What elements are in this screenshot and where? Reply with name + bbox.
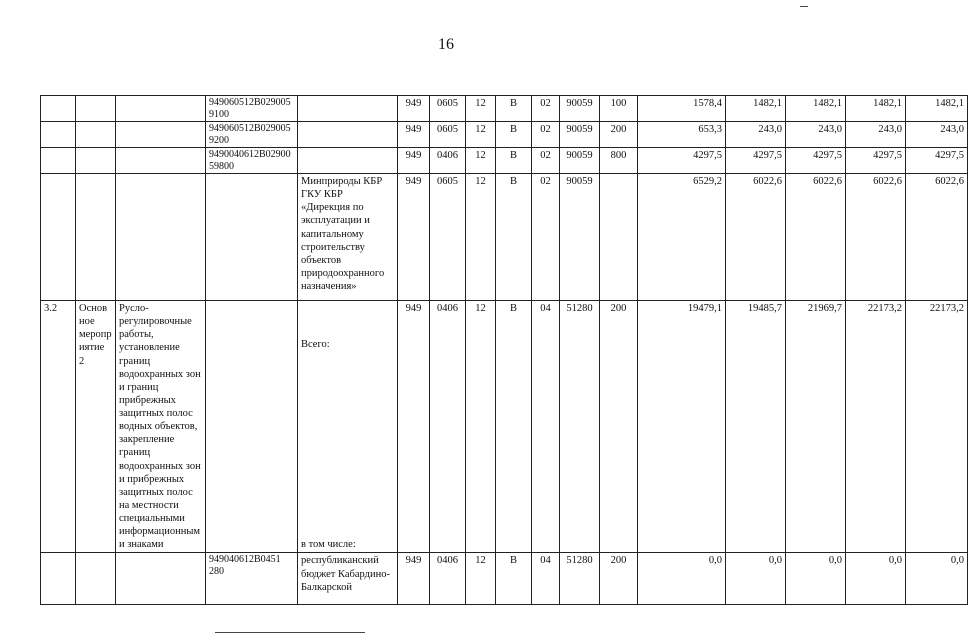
- row-type: [76, 96, 116, 122]
- cell-om: 02: [532, 122, 560, 148]
- table-row: [41, 174, 968, 301]
- value-5: 4297,5: [906, 148, 968, 174]
- cell-vr: 200: [600, 553, 638, 605]
- row-number: [41, 122, 76, 148]
- value-2: 1482,1: [726, 96, 786, 122]
- row-type: [76, 553, 116, 605]
- value-1: 6529,2: [638, 174, 726, 301]
- cell-direction: 90059: [560, 122, 600, 148]
- value-4: 243,0: [846, 122, 906, 148]
- value-2: 6022,6: [726, 174, 786, 301]
- row-number: [41, 96, 76, 122]
- cell-pgp: В: [496, 174, 532, 301]
- value-3: 0,0: [786, 553, 846, 605]
- value-2: 4297,5: [726, 148, 786, 174]
- value-3: 4297,5: [786, 148, 846, 174]
- cell-om: 02: [532, 174, 560, 301]
- cell-direction: 90059: [560, 148, 600, 174]
- funding-source: республиканский бюджет Кабардино-Балкарской: [298, 553, 398, 605]
- page-number: 16: [438, 36, 454, 53]
- cell-rzpr: 0406: [430, 301, 466, 553]
- budget-code: [206, 174, 298, 301]
- row-type: [76, 174, 116, 301]
- budget-code: 949040612В0451 280: [206, 553, 298, 605]
- cell-pgp: В: [496, 122, 532, 148]
- scan-artifact: [215, 632, 365, 633]
- row-number: [41, 553, 76, 605]
- value-1: 0,0: [638, 553, 726, 605]
- table-row: [41, 148, 968, 174]
- cell-om: 04: [532, 553, 560, 605]
- cell-pgp: В: [496, 96, 532, 122]
- cell-rzpr: 0605: [430, 96, 466, 122]
- cell-pgp: В: [496, 553, 532, 605]
- cell-vr: 200: [600, 301, 638, 553]
- row-type: Основное мероприятие 2: [76, 301, 116, 553]
- row-number: 3.2: [41, 301, 76, 553]
- budget-code: 949060512В029005 9200: [206, 122, 298, 148]
- cell-direction: 90059: [560, 174, 600, 301]
- cell-gp: 12: [466, 174, 496, 301]
- value-2: 19485,7: [726, 301, 786, 553]
- funding-source: [298, 122, 398, 148]
- funding-source: Минприроды КБР ГКУ КБР «Дирекция по эксплуатации и капитальному строительству объектов природоохранного назначения»: [298, 174, 398, 301]
- value-1: 653,3: [638, 122, 726, 148]
- value-4: 22173,2: [846, 301, 906, 553]
- value-3: 21969,7: [786, 301, 846, 553]
- cell-gp: 12: [466, 96, 496, 122]
- value-1: 1578,4: [638, 96, 726, 122]
- cell-vr: 200: [600, 122, 638, 148]
- cell-rzpr: 0605: [430, 122, 466, 148]
- row-name: [116, 96, 206, 122]
- row-name: [116, 174, 206, 301]
- table-row: [41, 122, 968, 148]
- table-row: [41, 96, 968, 122]
- row-type: [76, 122, 116, 148]
- cell-vr: 100: [600, 96, 638, 122]
- cell-grbs: 949: [398, 148, 430, 174]
- value-4: 0,0: [846, 553, 906, 605]
- funding-breakdown-label: в том числе:: [301, 539, 356, 551]
- row-name: [116, 148, 206, 174]
- budget-code: [206, 301, 298, 553]
- value-4: 1482,1: [846, 96, 906, 122]
- value-4: 6022,6: [846, 174, 906, 301]
- row-number: [41, 174, 76, 301]
- table-row: [41, 301, 968, 553]
- cell-direction: 51280: [560, 553, 600, 605]
- funding-source: [298, 148, 398, 174]
- cell-rzpr: 0605: [430, 174, 466, 301]
- value-1: 19479,1: [638, 301, 726, 553]
- cell-grbs: 949: [398, 301, 430, 553]
- value-1: 4297,5: [638, 148, 726, 174]
- cell-grbs: 949: [398, 553, 430, 605]
- value-5: 1482,1: [906, 96, 968, 122]
- value-2: 243,0: [726, 122, 786, 148]
- value-3: 6022,6: [786, 174, 846, 301]
- row-name: [116, 122, 206, 148]
- budget-code: 949060512В029005 9100: [206, 96, 298, 122]
- cell-om: 02: [532, 148, 560, 174]
- cell-om: 04: [532, 301, 560, 553]
- cell-grbs: 949: [398, 174, 430, 301]
- cell-gp: 12: [466, 122, 496, 148]
- cell-pgp: В: [496, 301, 532, 553]
- value-5: 243,0: [906, 122, 968, 148]
- funding-source: [298, 301, 398, 553]
- cell-grbs: 949: [398, 96, 430, 122]
- cell-vr: 800: [600, 148, 638, 174]
- cell-gp: 12: [466, 301, 496, 553]
- cell-direction: 51280: [560, 301, 600, 553]
- cell-rzpr: 0406: [430, 148, 466, 174]
- budget-table: [40, 95, 968, 605]
- funding-total-label: Всего:: [301, 339, 330, 350]
- table-row: [41, 553, 968, 605]
- cell-grbs: 949: [398, 122, 430, 148]
- funding-source: [298, 96, 398, 122]
- cell-rzpr: 0406: [430, 553, 466, 605]
- row-type: [76, 148, 116, 174]
- value-4: 4297,5: [846, 148, 906, 174]
- row-name: Руслорегулировочные работы, установление границ водоохранных зон и границ прибрежных защитных полос водных объектов, закрепление границ водоохранных зон и прибрежных защитных полос на местности специальными информационными знаками: [116, 301, 206, 553]
- budget-code: 9490040612В02900 59800: [206, 148, 298, 174]
- cell-gp: 12: [466, 553, 496, 605]
- value-5: 22173,2: [906, 301, 968, 553]
- value-3: 1482,1: [786, 96, 846, 122]
- cell-direction: 90059: [560, 96, 600, 122]
- row-number: [41, 148, 76, 174]
- cell-pgp: В: [496, 148, 532, 174]
- cell-om: 02: [532, 96, 560, 122]
- value-5: 6022,6: [906, 174, 968, 301]
- value-5: 0,0: [906, 553, 968, 605]
- value-2: 0,0: [726, 553, 786, 605]
- row-name: [116, 553, 206, 605]
- scan-artifact: [800, 6, 808, 7]
- cell-vr: [600, 174, 638, 301]
- value-3: 243,0: [786, 122, 846, 148]
- cell-gp: 12: [466, 148, 496, 174]
